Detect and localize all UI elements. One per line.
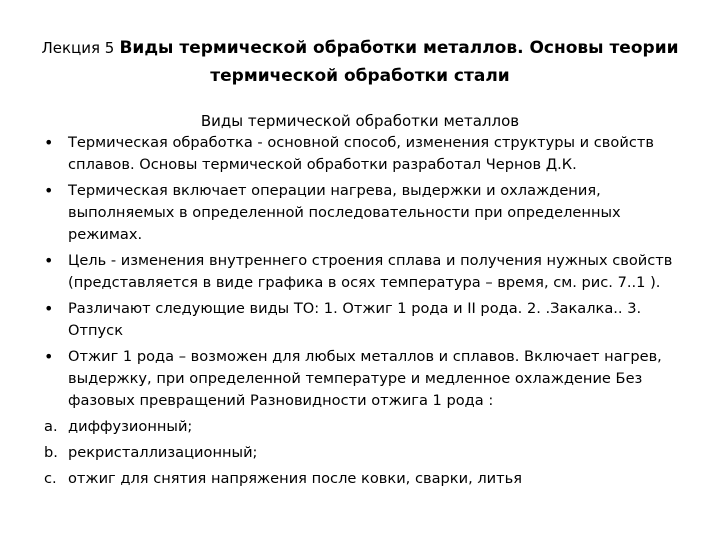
list-item-text: Термическая включает операции нагрева, выдержки и охлаждения, выполняемых в определенной последовательности при определенных режимах. — [68, 182, 621, 243]
list-item — [44, 298, 684, 342]
list-item — [44, 346, 684, 412]
list-item-text: Цель - изменения внутреннего строения сплава и получения нужных свойств (представляется в виде графика в осях температура – время, см. рис. 7..1 ). — [68, 252, 673, 291]
title-line-2: термической обработки стали — [210, 66, 510, 86]
section-subtitle: Виды термической обработки металлов — [200, 112, 520, 130]
slide-title — [30, 34, 690, 90]
sublist-item-text: отжиг для снятия напряжения после ковки, сварки, литья — [68, 470, 523, 487]
bullet-icon: • — [44, 251, 54, 270]
bullet-list — [44, 132, 684, 494]
sublist-marker: c. — [44, 470, 57, 487]
sublist-marker: a. — [44, 418, 58, 435]
list-item-text: Термическая обработка - основной способ, изменения структуры и свойств сплавов. Основы термической обработки разработал Чернов Д.К. — [68, 134, 654, 173]
list-item — [44, 180, 684, 246]
sublist-item — [44, 416, 684, 438]
sublist-item — [44, 442, 684, 464]
list-item — [44, 132, 684, 176]
lecture-label: Лекция 5 — [41, 39, 115, 57]
sublist-item — [44, 468, 684, 490]
list-item-text: Различают следующие виды ТО: 1. Отжиг 1 рода и II рода. 2. .Закалка.. 3. Отпуск — [68, 300, 642, 339]
list-item-text: Отжиг 1 рода – возможен для любых металлов и сплавов. Включает нагрев, выдержку, при определенной температуре и медленное охлаждение Без фазовых превращений Разновидности отжига 1 рода : — [68, 348, 662, 409]
list-item — [44, 250, 684, 294]
bullet-icon: • — [44, 181, 54, 200]
sublist-item-text: рекристаллизационный; — [68, 444, 258, 461]
bullet-icon: • — [44, 299, 54, 318]
sublist-marker: b. — [44, 444, 58, 461]
bullet-icon: • — [44, 347, 54, 366]
title-line-1: Виды термической обработки металлов. Основы теории — [119, 38, 679, 58]
sublist-item-text: диффузионный; — [68, 418, 193, 435]
bullet-icon: • — [44, 133, 54, 152]
